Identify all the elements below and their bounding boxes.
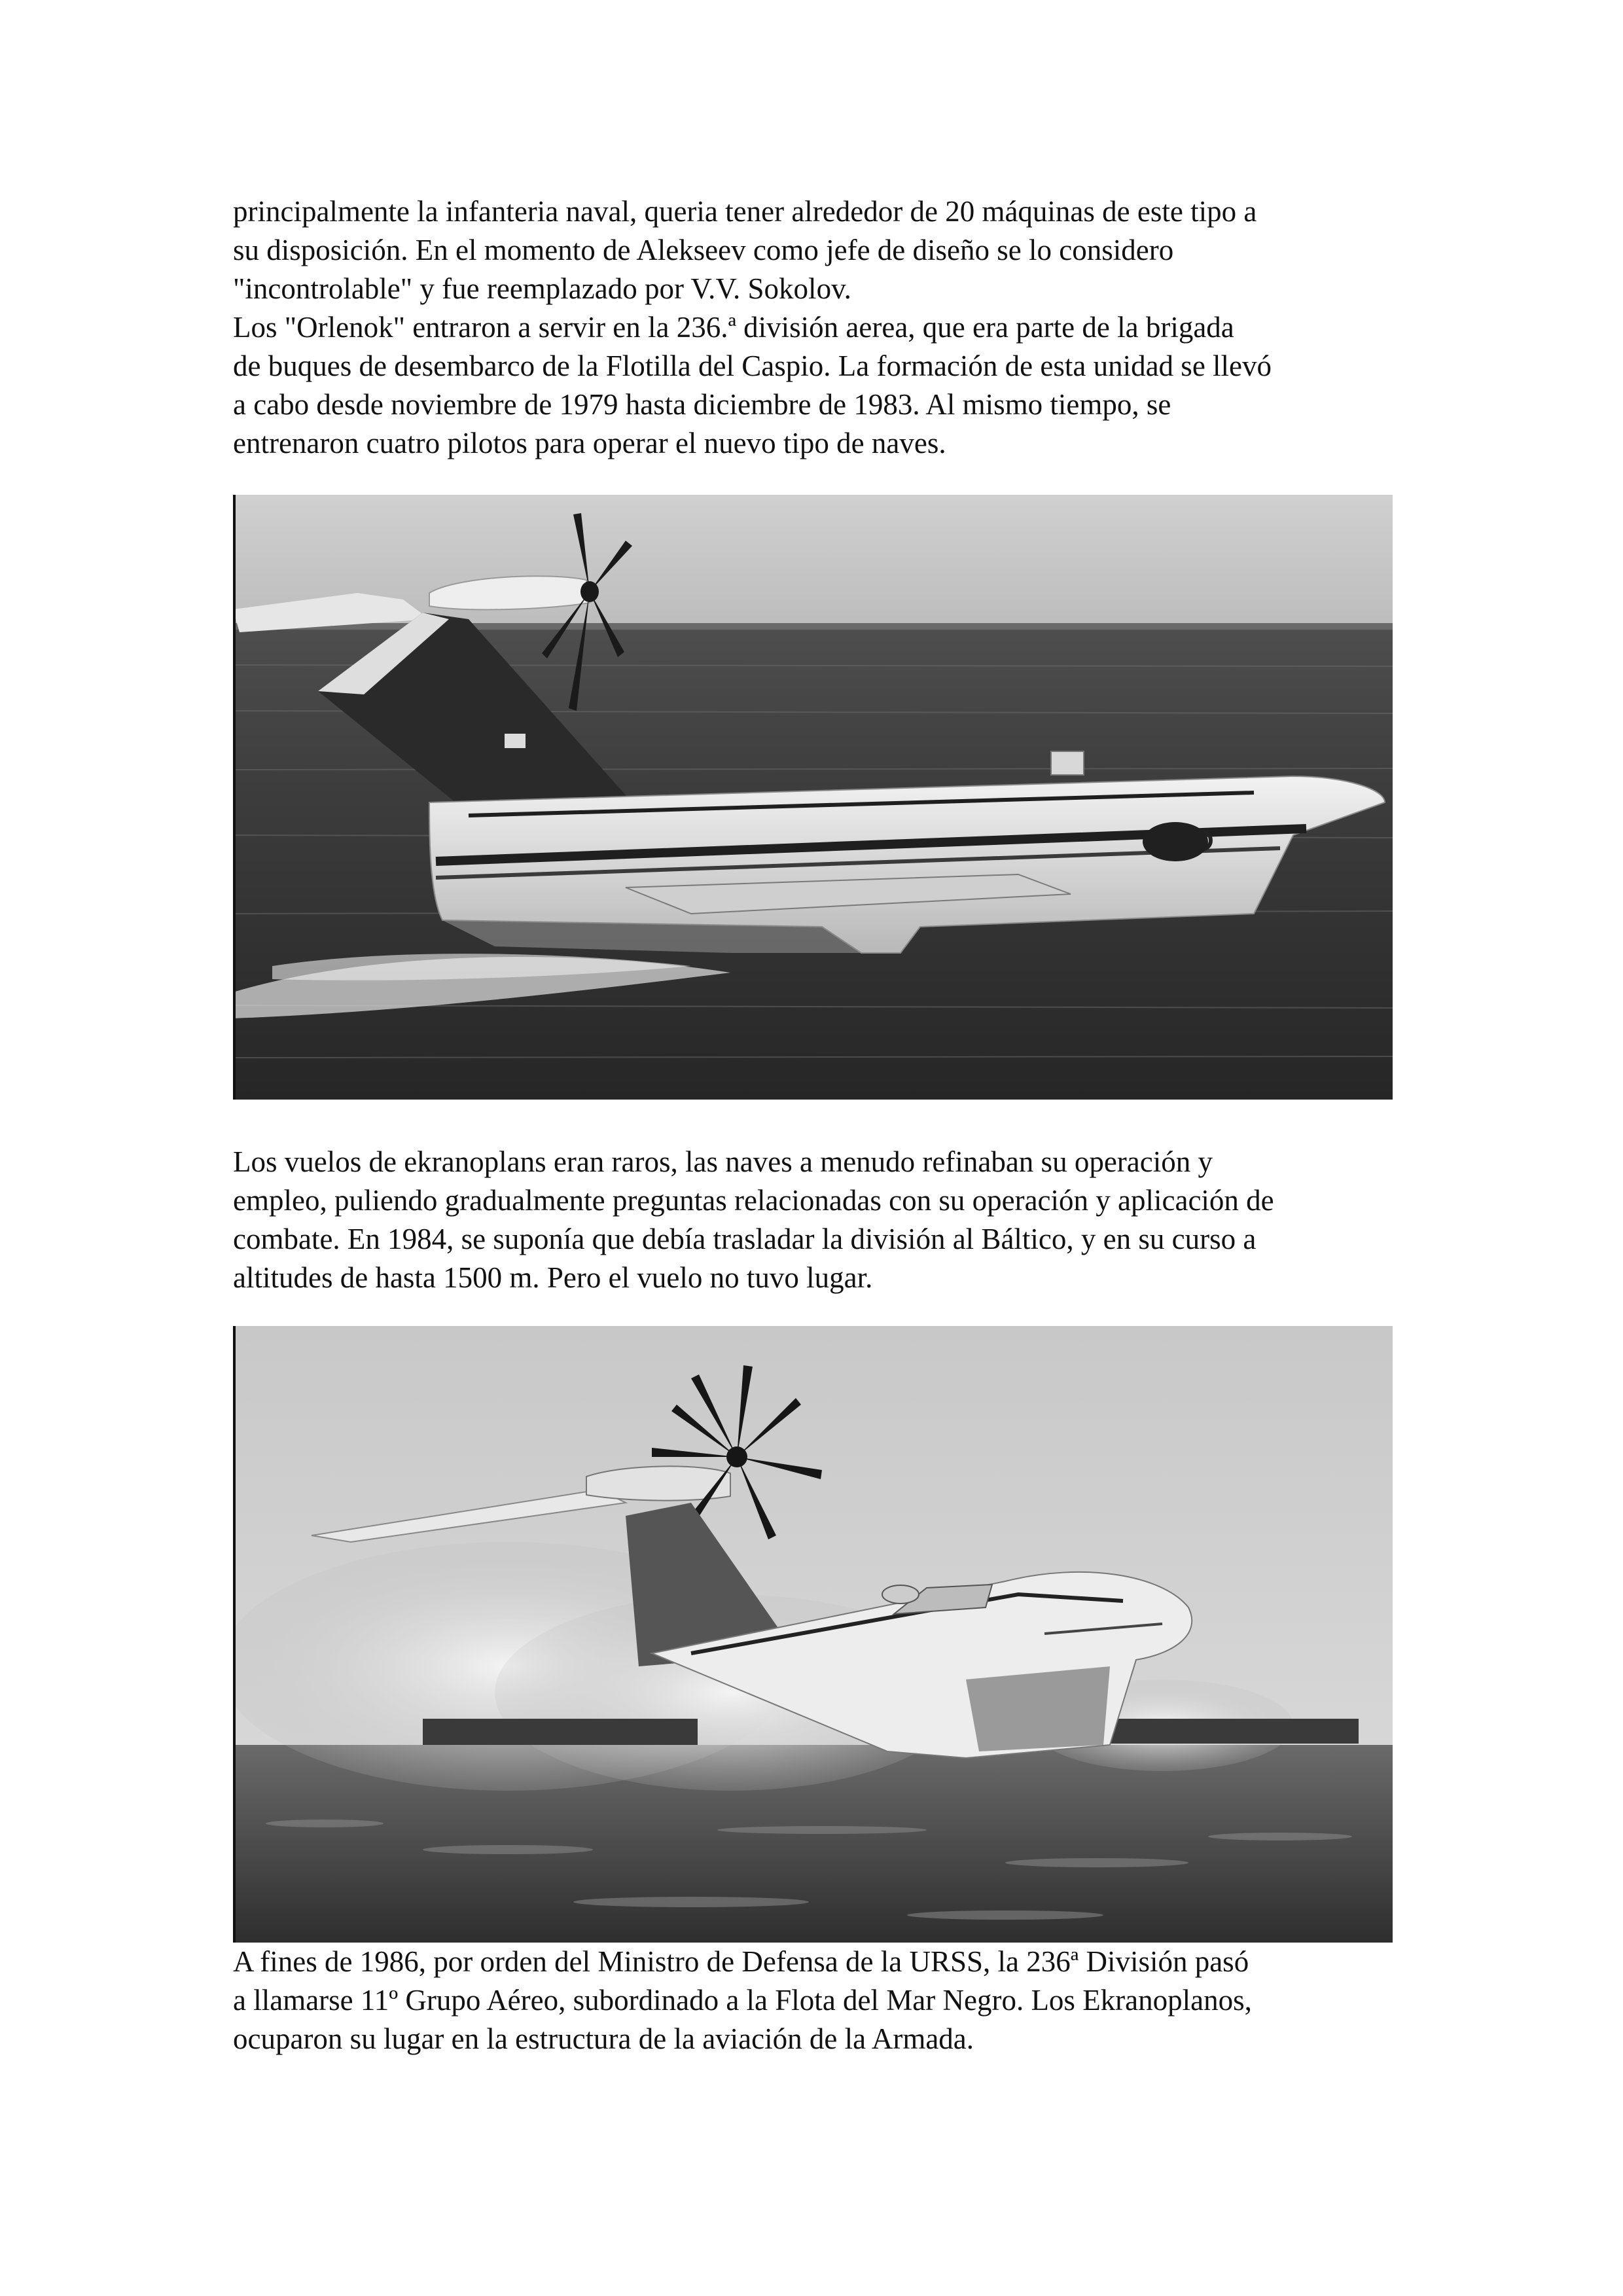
photo-orlenok-landing-spray: [233, 1326, 1393, 1943]
paragraph-line: su disposición. En el momento de Alekseev como jefe de diseño se lo considero: [233, 234, 1174, 266]
paragraph-1: [233, 192, 1398, 463]
photo-orlenok-over-sea: [233, 495, 1393, 1100]
paragraph-line: A fines de 1986, por orden del Ministro de Defensa de la URSS, la 236ª División pasó: [233, 1945, 1249, 1978]
paragraph-2: [233, 1143, 1398, 1297]
paragraph-line: ocuparon su lugar en la estructura de la aviación de la Armada.: [233, 2022, 974, 2055]
paragraph-3: [233, 1943, 1398, 2058]
paragraph-line: empleo, puliendo gradualmente preguntas relacionadas con su operación y aplicación de: [233, 1184, 1274, 1217]
paragraph-line: Los "Orlenok" entraron a servir en la 236.ª división aerea, que era parte de la brigada: [233, 311, 1234, 344]
paragraph-line: altitudes de hasta 1500 m. Pero el vuelo no tuvo lugar.: [233, 1261, 873, 1294]
paragraph-line: de buques de desembarco de la Flotilla del Caspio. La formación de esta unidad se llevó: [233, 350, 1272, 382]
paragraph-line: a cabo desde noviembre de 1979 hasta diciembre de 1983. Al mismo tiempo, se: [233, 388, 1171, 421]
paragraph-line: principalmente la infanteria naval, queria tener alrededor de 20 máquinas de este tipo a: [233, 195, 1257, 228]
paragraph-line: a llamarse 11º Grupo Aéreo, subordinado a la Flota del Mar Negro. Los Ekranoplanos,: [233, 1984, 1252, 2017]
paragraph-line: Los vuelos de ekranoplans eran raros, las naves a menudo refinaban su operación y: [233, 1145, 1213, 1178]
paragraph-line: entrenaron cuatro pilotos para operar el nuevo tipo de naves.: [233, 427, 946, 459]
paragraph-line: combate. En 1984, se suponía que debía trasladar la división al Báltico, y en su curso a: [233, 1223, 1257, 1255]
paragraph-line: "incontrolable" y fue reemplazado por V.V. Sokolov.: [233, 272, 851, 305]
